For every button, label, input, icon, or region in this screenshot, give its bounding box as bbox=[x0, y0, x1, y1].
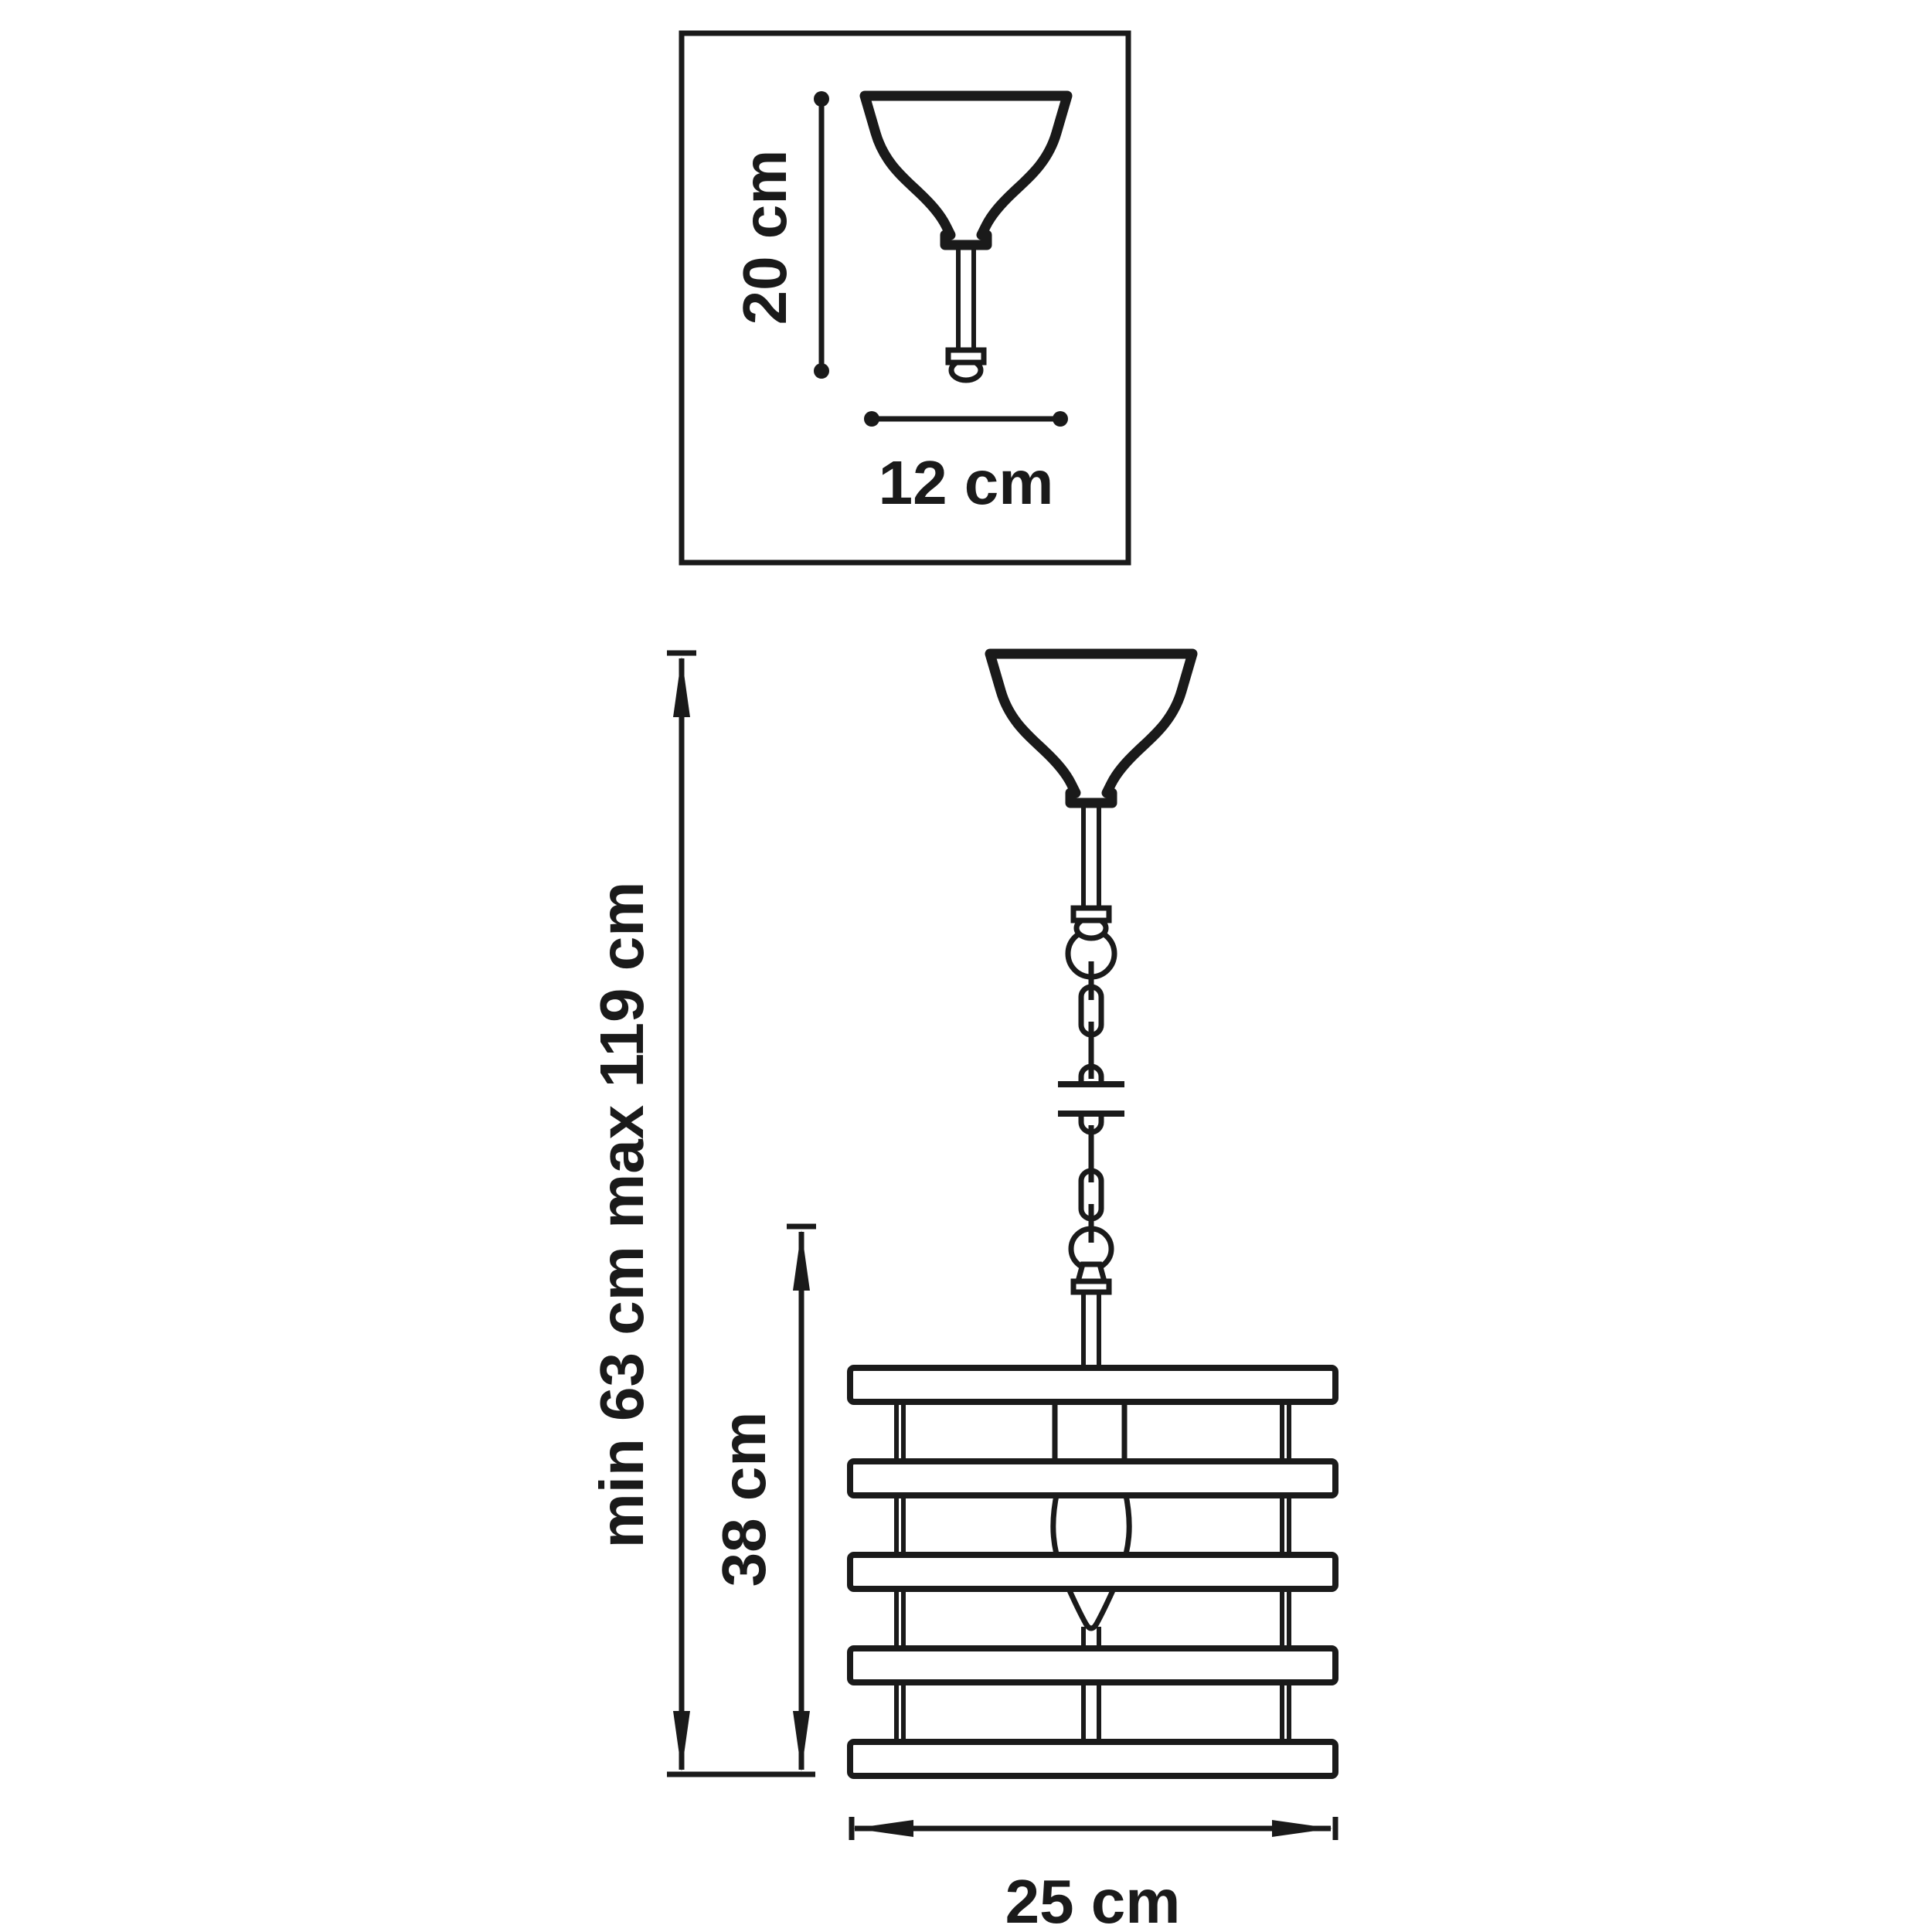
inset-panel bbox=[682, 33, 1128, 563]
shade-slat-1 bbox=[850, 1368, 1335, 1402]
overall-height-dimension bbox=[587, 653, 696, 1771]
shade-width-dimension bbox=[852, 1817, 1335, 1932]
lamp-shade bbox=[850, 1368, 1335, 1776]
main-canopy bbox=[990, 654, 1192, 938]
detail-width-dimension bbox=[864, 411, 1068, 517]
chain-break-symbol bbox=[1058, 1084, 1124, 1114]
shade-height-dimension bbox=[709, 1226, 816, 1771]
shade-slat-5 bbox=[850, 1742, 1335, 1776]
detail-height-label: 20 cm bbox=[730, 149, 799, 325]
shade-height-label: 38 cm bbox=[709, 1411, 778, 1587]
suspension-chain bbox=[1058, 930, 1124, 1372]
detail-height-dimension bbox=[730, 91, 829, 379]
shade-hanger-collar bbox=[1073, 1281, 1109, 1292]
shade-slat-2 bbox=[850, 1461, 1335, 1495]
shade-slat-4 bbox=[850, 1648, 1335, 1682]
overall-height-label: min 63 cm max 119 cm bbox=[587, 881, 656, 1549]
main-drawing bbox=[587, 653, 1335, 1932]
shade-slat-3 bbox=[850, 1555, 1335, 1589]
shade-width-label: 25 cm bbox=[1005, 1867, 1181, 1932]
detail-width-label: 12 cm bbox=[878, 448, 1054, 517]
detail-canopy bbox=[865, 96, 1067, 380]
